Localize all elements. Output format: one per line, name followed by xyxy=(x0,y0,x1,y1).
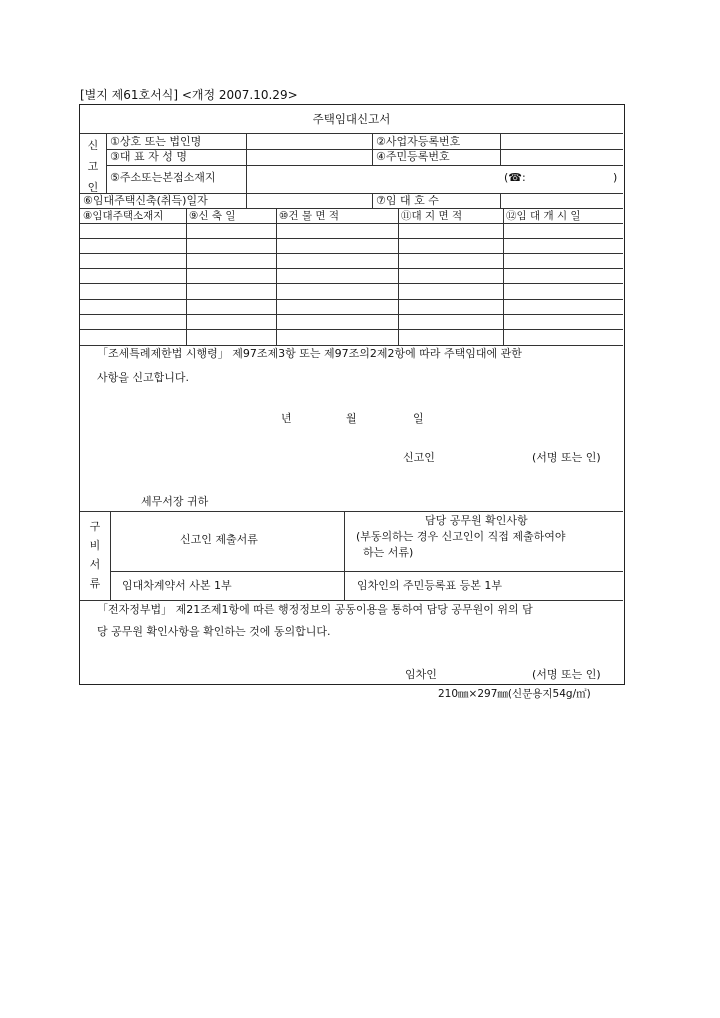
trade-name-label: ①상호 또는 법인명 xyxy=(110,135,202,148)
divider xyxy=(503,208,504,345)
official-check-subheader-2: 하는 서류) xyxy=(363,546,414,559)
divider xyxy=(80,345,623,346)
table-row xyxy=(80,238,623,239)
housing-rental-report-form xyxy=(79,104,625,685)
table-header-land-area: ⑪대 지 면 적 xyxy=(401,210,463,222)
rental-start-field[interactable] xyxy=(248,194,370,207)
rental-start-label: ⑥임대주택신축(취득)일자 xyxy=(83,194,208,207)
divider xyxy=(500,193,501,208)
documents-side-label: 구 비 서 류 xyxy=(89,520,101,590)
phone-suffix: ) xyxy=(613,171,618,184)
trade-name-field[interactable] xyxy=(248,134,370,149)
address-label: ⑤주소또는본점소재지 xyxy=(110,171,216,184)
divider xyxy=(80,511,623,512)
paper-spec: 210㎜×297㎜(신문용지54g/㎡) xyxy=(438,688,591,700)
divider xyxy=(110,571,623,572)
table-row xyxy=(80,329,623,330)
consent-line-2: 당 공무원 확인사항을 확인하는 것에 동의합니다. xyxy=(97,625,331,638)
representative-label: ③대 표 자 성 명 xyxy=(110,150,187,163)
divider xyxy=(344,511,345,600)
submitter-doc-item: 임대차계약서 사본 1부 xyxy=(122,579,232,592)
date-month-label: 월 xyxy=(346,412,357,425)
declaration-line-2: 사항을 신고합니다. xyxy=(97,371,190,384)
business-reg-no-field[interactable] xyxy=(502,134,622,149)
submitter-docs-header: 신고인 제출서류 xyxy=(180,533,258,546)
business-reg-no-label: ②사업자등록번호 xyxy=(376,135,461,148)
divider xyxy=(372,193,373,208)
resident-reg-no-label: ④주민등록번호 xyxy=(376,150,450,163)
table-row xyxy=(80,283,623,284)
table-header-location: ⑧임대주택소재지 xyxy=(83,210,164,222)
reporter-signature: (서명 또는 인) xyxy=(532,451,601,464)
divider xyxy=(246,165,247,193)
rental-units-field[interactable] xyxy=(502,194,622,207)
divider xyxy=(276,208,277,345)
address-field[interactable] xyxy=(248,166,498,192)
table-row xyxy=(80,268,623,269)
table-header-building-area: ⑩건 물 면 적 xyxy=(279,210,339,222)
table-row xyxy=(80,314,623,315)
rental-units-label: ⑦임 대 호 수 xyxy=(376,194,439,207)
table-header-rental-start: ⑫임 대 개 시 일 xyxy=(506,210,581,222)
form-title: 주택임대신고서 xyxy=(312,112,391,126)
table-row xyxy=(80,299,623,300)
declaration-line-1: 「조세특례제한법 시행령」 제97조제3항 또는 제97조의2제2항에 따라 주택임대에 관한 xyxy=(97,347,522,360)
official-check-header: 담당 공무원 확인사항 xyxy=(425,514,528,527)
phone-prefix: (☎: xyxy=(504,171,526,184)
form-number-label: [별지 제61호서식] <개정 2007.10.29> xyxy=(80,88,298,102)
consent-line-1: 「전자정부법」 제21조제1항에 따른 행정정보의 공동이용을 통하여 담당 공무원이 위의 담 xyxy=(97,603,533,616)
divider xyxy=(186,208,187,345)
official-check-subheader: (부동의하는 경우 신고인이 직접 제출하여야 xyxy=(356,530,566,543)
resident-reg-no-field[interactable] xyxy=(502,150,622,165)
representative-field[interactable] xyxy=(248,150,370,165)
tenant-signer-label: 임차인 xyxy=(405,668,437,681)
reporter-side-label: 신 고 인 xyxy=(87,139,99,194)
addressee: 세무서장 귀하 xyxy=(141,495,209,508)
divider xyxy=(246,193,247,208)
divider xyxy=(80,600,623,601)
table-header-construction-date: ⑨신 축 일 xyxy=(189,210,236,222)
tenant-signature: (서명 또는 인) xyxy=(532,668,601,681)
date-day-label: 일 xyxy=(413,412,424,425)
reporter-signer-label: 신고인 xyxy=(403,451,435,464)
date-year-label: 년 xyxy=(281,412,292,425)
divider xyxy=(398,208,399,345)
table-row xyxy=(80,223,623,224)
divider xyxy=(106,133,107,193)
table-row xyxy=(80,253,623,254)
official-doc-item: 임차인의 주민등록표 등본 1부 xyxy=(357,579,502,592)
divider xyxy=(110,511,111,600)
